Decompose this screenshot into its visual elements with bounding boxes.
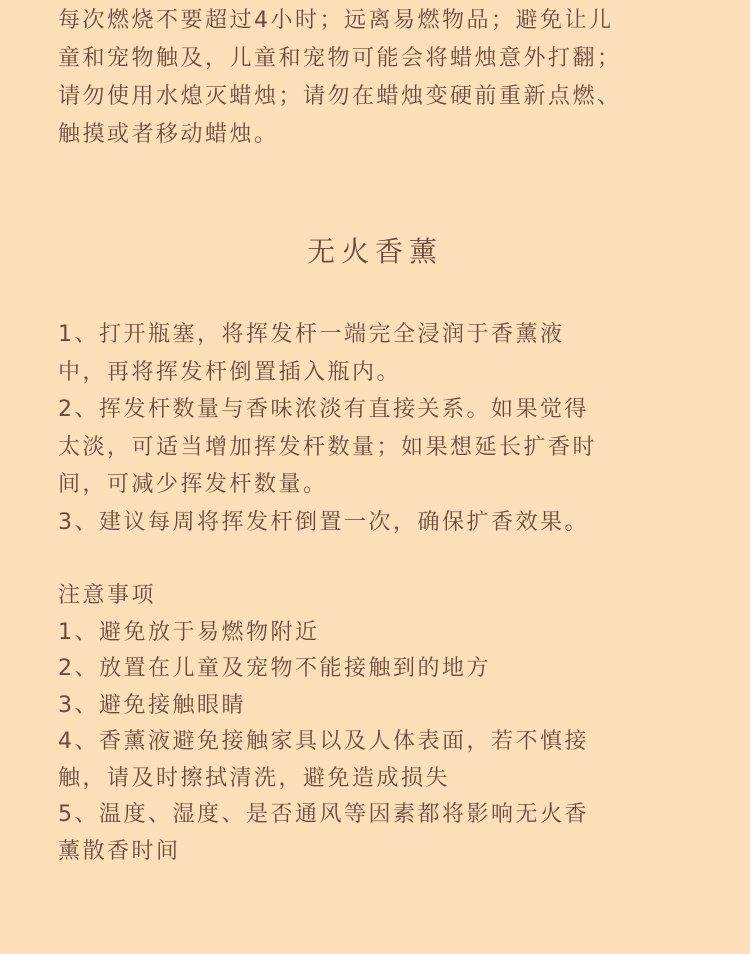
intro-line: 触摸或者移动蜡烛。	[58, 122, 279, 147]
precaution-line: 1、避免放于易燃物附近	[58, 619, 320, 645]
precaution-line: 3、避免接触眼睛	[58, 692, 246, 718]
precautions-heading: 注意事项	[58, 583, 157, 608]
precaution-line: 4、香薰液避免接触家具以及人体表面，若不慎接	[58, 729, 589, 754]
usage-line: 2、挥发杆数量与香味浓淡有直接关系。如果觉得	[58, 397, 589, 422]
usage-line: 间，可减少挥发杆数量。	[58, 472, 328, 497]
usage-line: 1、打开瓶塞，将挥发杆一端完全浸润于香薰液	[58, 322, 565, 347]
precautions-section	[58, 578, 698, 870]
usage-line: 太淡，可适当增加挥发杆数量；如果想延长扩香时	[58, 434, 598, 460]
precaution-line: 5、温度、湿度、是否通风等因素都将影响无火香	[58, 802, 589, 827]
usage-line: 中，再将挥发杆倒置插入瓶内。	[58, 359, 402, 385]
usage-instructions	[58, 316, 698, 541]
intro-line: 每次燃烧不要超过4小时；远离易燃物品；避免让儿	[58, 8, 614, 33]
usage-line: 3、建议每周将挥发杆倒置一次，确保扩香效果。	[58, 509, 589, 535]
precaution-line: 薰散香时间	[58, 838, 181, 864]
precaution-line: 触，请及时擦拭清洗，避免造成损失	[58, 765, 451, 791]
candle-safety-paragraph	[58, 2, 698, 154]
section-title: 无火香薰	[306, 235, 443, 268]
intro-line: 请勿使用水熄灭蜡烛；请勿在蜡烛变硬前重新点燃、	[58, 84, 622, 109]
intro-line: 童和宠物触及，儿童和宠物可能会将蜡烛意外打翻；	[58, 46, 622, 71]
precaution-line: 2、放置在儿童及宠物不能接触到的地方	[58, 656, 491, 681]
